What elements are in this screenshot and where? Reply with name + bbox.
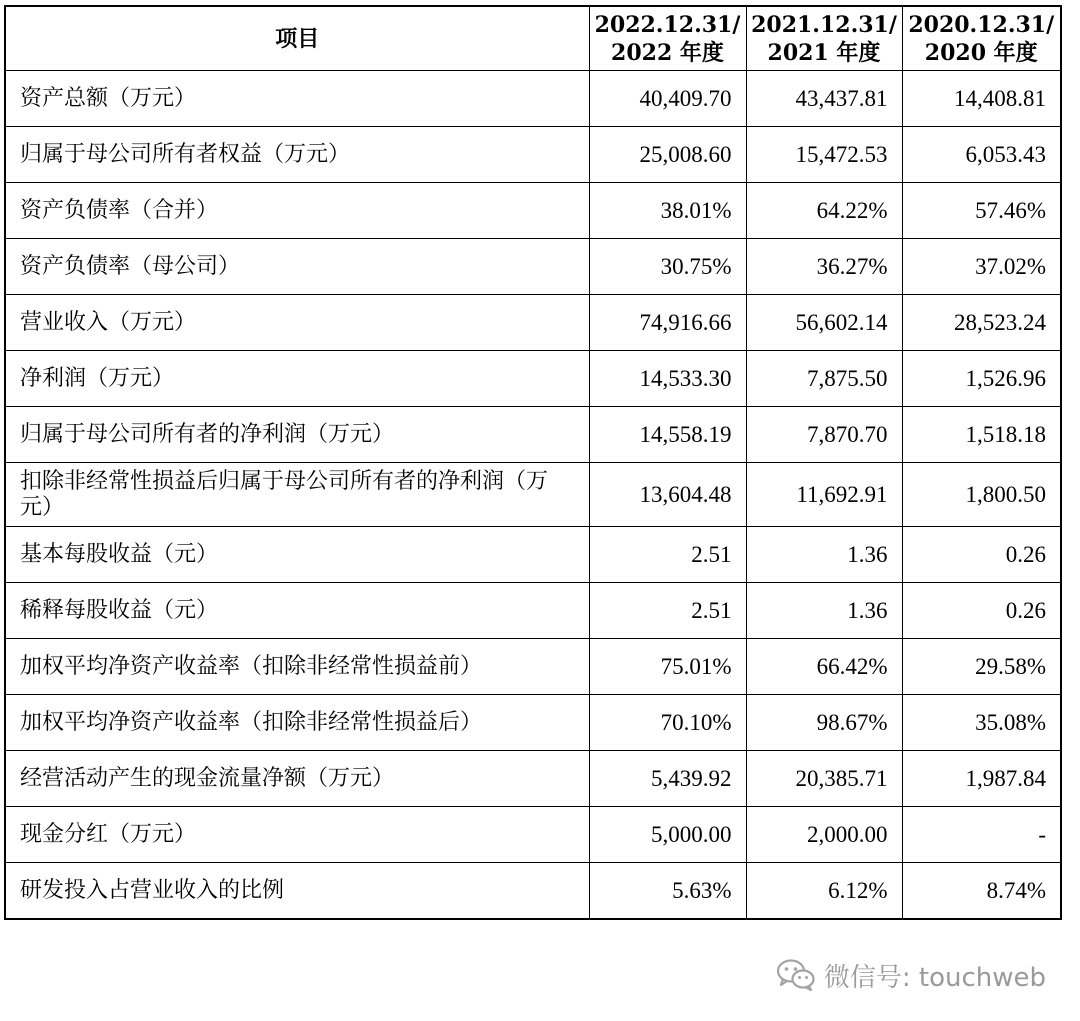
value-2022: 5,439.92 bbox=[589, 751, 746, 807]
value-2021: 20,385.71 bbox=[746, 751, 902, 807]
row-label: 资产负债率（合并） bbox=[5, 183, 589, 239]
table-row bbox=[5, 527, 1061, 583]
row-label: 扣除非经常性损益后归属于母公司所有者的净利润（万元） bbox=[5, 463, 589, 527]
value-2022: 13,604.48 bbox=[589, 463, 746, 527]
table-row bbox=[5, 183, 1061, 239]
wechat-icon bbox=[776, 958, 816, 992]
row-label: 经营活动产生的现金流量净额（万元） bbox=[5, 751, 589, 807]
value-2022: 40,409.70 bbox=[589, 71, 746, 127]
row-label: 资产总额（万元） bbox=[5, 71, 589, 127]
value-2020: 6,053.43 bbox=[902, 127, 1061, 183]
value-2022: 14,533.30 bbox=[589, 351, 746, 407]
table-row bbox=[5, 127, 1061, 183]
value-2022: 2.51 bbox=[589, 583, 746, 639]
row-label: 净利润（万元） bbox=[5, 351, 589, 407]
value-2020: 35.08% bbox=[902, 695, 1061, 751]
value-2020: 0.26 bbox=[902, 527, 1061, 583]
table-row bbox=[5, 71, 1061, 127]
row-label: 加权平均净资产收益率（扣除非经常性损益后） bbox=[5, 695, 589, 751]
value-2020: 1,526.96 bbox=[902, 351, 1061, 407]
value-2022: 5.63% bbox=[589, 863, 746, 920]
value-2022: 30.75% bbox=[589, 239, 746, 295]
value-2021: 66.42% bbox=[746, 639, 902, 695]
table-row bbox=[5, 351, 1061, 407]
row-label: 研发投入占营业收入的比例 bbox=[5, 863, 589, 920]
table-row bbox=[5, 239, 1061, 295]
value-2021: 43,437.81 bbox=[746, 71, 902, 127]
header-2021-year: 2021 年度 bbox=[767, 39, 881, 66]
header-item bbox=[5, 6, 589, 71]
value-2021: 36.27% bbox=[746, 239, 902, 295]
header-2020 bbox=[902, 6, 1061, 71]
financial-summary-table bbox=[4, 5, 1062, 920]
value-2021: 1.36 bbox=[746, 583, 902, 639]
financial-summary-table-container bbox=[4, 5, 1060, 920]
value-2021: 56,602.14 bbox=[746, 295, 902, 351]
header-2020-date: 2020.12.31/ bbox=[908, 11, 1055, 38]
table-header-row bbox=[5, 6, 1061, 71]
value-2022: 38.01% bbox=[589, 183, 746, 239]
value-2022: 5,000.00 bbox=[589, 807, 746, 863]
value-2020: 29.58% bbox=[902, 639, 1061, 695]
header-2020-year: 2020 年度 bbox=[924, 39, 1038, 66]
value-2020: - bbox=[902, 807, 1061, 863]
table-row bbox=[5, 463, 1061, 527]
row-label: 加权平均净资产收益率（扣除非经常性损益前） bbox=[5, 639, 589, 695]
table-row bbox=[5, 583, 1061, 639]
header-2022-date: 2022.12.31/ bbox=[594, 11, 741, 38]
table-row bbox=[5, 807, 1061, 863]
header-2022-year: 2022 年度 bbox=[611, 39, 724, 66]
value-2020: 57.46% bbox=[902, 183, 1061, 239]
value-2020: 37.02% bbox=[902, 239, 1061, 295]
row-label: 营业收入（万元） bbox=[5, 295, 589, 351]
table-row bbox=[5, 407, 1061, 463]
value-2022: 14,558.19 bbox=[589, 407, 746, 463]
value-2021: 7,870.70 bbox=[746, 407, 902, 463]
value-2022: 70.10% bbox=[589, 695, 746, 751]
table-row bbox=[5, 695, 1061, 751]
table-row bbox=[5, 639, 1061, 695]
row-label: 归属于母公司所有者权益（万元） bbox=[5, 127, 589, 183]
value-2020: 1,800.50 bbox=[902, 463, 1061, 527]
row-label: 现金分红（万元） bbox=[5, 807, 589, 863]
value-2021: 15,472.53 bbox=[746, 127, 902, 183]
value-2022: 25,008.60 bbox=[589, 127, 746, 183]
value-2022: 74,916.66 bbox=[589, 295, 746, 351]
row-label: 归属于母公司所有者的净利润（万元） bbox=[5, 407, 589, 463]
table-row bbox=[5, 295, 1061, 351]
header-2021-date: 2021.12.31/ bbox=[751, 11, 897, 38]
row-label: 基本每股收益（元） bbox=[5, 527, 589, 583]
value-2021: 1.36 bbox=[746, 527, 902, 583]
value-2021: 2,000.00 bbox=[746, 807, 902, 863]
value-2021: 6.12% bbox=[746, 863, 902, 920]
row-label: 资产负债率（母公司） bbox=[5, 239, 589, 295]
value-2022: 2.51 bbox=[589, 527, 746, 583]
wechat-watermark bbox=[776, 955, 1046, 995]
value-2022: 75.01% bbox=[589, 639, 746, 695]
value-2020: 0.26 bbox=[902, 583, 1061, 639]
value-2021: 64.22% bbox=[746, 183, 902, 239]
header-2022 bbox=[589, 6, 746, 71]
value-2021: 11,692.91 bbox=[746, 463, 902, 527]
table-row bbox=[5, 863, 1061, 920]
header-2021 bbox=[746, 6, 902, 71]
header-item-label: 项目 bbox=[275, 25, 320, 52]
watermark-text: 微信号: touchweb bbox=[823, 962, 1046, 993]
value-2021: 98.67% bbox=[746, 695, 902, 751]
table-row bbox=[5, 751, 1061, 807]
value-2020: 1,987.84 bbox=[902, 751, 1061, 807]
value-2020: 14,408.81 bbox=[902, 71, 1061, 127]
row-label: 稀释每股收益（元） bbox=[5, 583, 589, 639]
value-2020: 8.74% bbox=[902, 863, 1061, 920]
value-2021: 7,875.50 bbox=[746, 351, 902, 407]
value-2020: 28,523.24 bbox=[902, 295, 1061, 351]
value-2020: 1,518.18 bbox=[902, 407, 1061, 463]
